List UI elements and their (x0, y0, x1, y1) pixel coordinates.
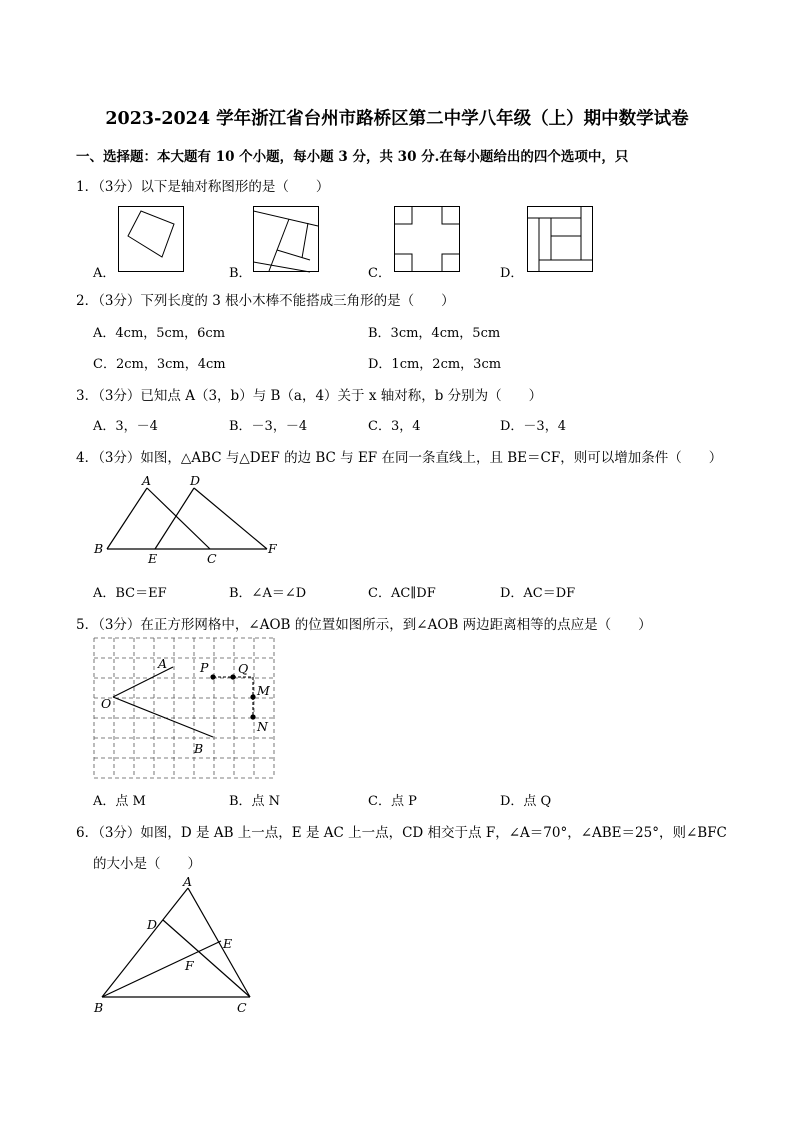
q2-option-d: D．1cm，2cm，3cm (368, 357, 502, 372)
question-6 (76, 821, 727, 841)
question-stem: （3分）已知点 A（3，b）与 B（a，4）关于 x 轴对称，b 分别为（ ） (98, 388, 543, 404)
q1-figure-a (118, 206, 184, 272)
q5-option-a: A．点 M (93, 794, 146, 809)
question-2 (76, 289, 455, 309)
q5-option-b: B．点 N (229, 794, 281, 809)
q5-label-a: A (158, 656, 168, 671)
question-stem: （3分）以下是轴对称图形的是（ ） (98, 179, 330, 195)
q2-option-b: B．3cm，4cm，5cm (368, 326, 501, 341)
q4-label-d: D (190, 473, 201, 488)
question-4 (76, 446, 722, 466)
q4-option-b: B．∠A＝∠D (229, 586, 307, 601)
q4-option-a: A．BC＝EF (93, 586, 167, 601)
question-6-continued: 的大小是（ ） (93, 856, 201, 872)
page-title: 2023-2024 学年浙江省台州市路桥区第二中学八年级（上）期中数学试卷 (105, 109, 689, 129)
q5-grid-figure (93, 637, 275, 779)
q1-figure-c (394, 206, 460, 272)
q4-triangles-figure (90, 472, 290, 567)
q4-label-f: F (268, 541, 277, 556)
point-p (210, 674, 215, 679)
q6-label-b: B (94, 1000, 104, 1015)
question-1 (76, 175, 329, 195)
q1-option-c-label: C． (368, 266, 391, 281)
question-number: 3． (76, 388, 99, 404)
question-3 (76, 384, 542, 404)
q3-option-c: C．3，4 (368, 419, 421, 434)
q5-option-c: C．点 P (368, 794, 417, 809)
q5-label-b: B (194, 741, 204, 756)
question-stem: （3分）在正方形网格中，∠AOB 的位置如图所示，到∠AOB 两边距离相等的点应是（ ） (98, 617, 652, 633)
q1-option-a-label: A． (93, 266, 116, 281)
q1-option-d-label: D． (500, 266, 524, 281)
q6-label-d: D (147, 917, 158, 932)
q1-option-b-label: B． (229, 266, 252, 281)
question-number: 5． (76, 617, 99, 633)
point-q (230, 674, 235, 679)
q2-option-c: C．2cm，3cm，4cm (93, 357, 226, 372)
q1-figure-d (527, 206, 593, 272)
q5-label-p: P (200, 660, 209, 675)
q3-option-d: D．－3，4 (500, 419, 566, 434)
q4-label-e: E (148, 551, 158, 566)
q6-label-f: F (185, 958, 194, 973)
question-number: 1． (76, 179, 99, 195)
section-heading: 一、选择题：本大题有 10 个小题，每小题 3 分，共 30 分.在每小题给出的四个选项中，只 (76, 149, 629, 165)
q4-option-d: D．AC＝DF (500, 586, 576, 601)
q5-label-o: O (101, 696, 112, 711)
q2-option-a: A．4cm，5cm，6cm (93, 326, 226, 341)
q6-label-e: E (223, 936, 233, 951)
q6-label-a: A (183, 874, 193, 889)
point-n (250, 714, 255, 719)
q4-label-c: C (207, 551, 217, 566)
question-5 (76, 613, 652, 633)
q5-label-m: M (257, 683, 270, 698)
question-number: 6． (76, 825, 99, 841)
question-stem: （3分）下列长度的 3 根小木棒不能搭成三角形的是（ ） (98, 293, 455, 309)
q5-option-d: D．点 Q (500, 794, 552, 809)
q3-option-b: B．－3，－4 (229, 419, 308, 434)
q4-option-c: C．AC∥DF (368, 586, 436, 601)
q5-label-q: Q (238, 661, 249, 676)
q4-label-b: B (94, 541, 104, 556)
q1-figure-b (253, 206, 319, 272)
question-number: 2． (76, 293, 99, 309)
point-m (250, 694, 255, 699)
question-stem: （3分）如图，△ABC 与△DEF 的边 BC 与 EF 在同一条直线上，且 BE＝CF，则可以增加条件（ ） (98, 450, 723, 466)
q4-label-a: A (142, 473, 152, 488)
q6-label-c: C (237, 1000, 247, 1015)
q5-label-n: N (257, 719, 268, 734)
q6-triangle-figure (90, 876, 265, 1018)
question-stem: （3分）如图，D 是 AB 上一点，E 是 AC 上一点，CD 相交于点 F，∠A＝70°，∠ABE＝25°，则∠BFC (98, 825, 727, 841)
question-number: 4． (76, 450, 99, 466)
q3-option-a: A．3，－4 (93, 419, 158, 434)
